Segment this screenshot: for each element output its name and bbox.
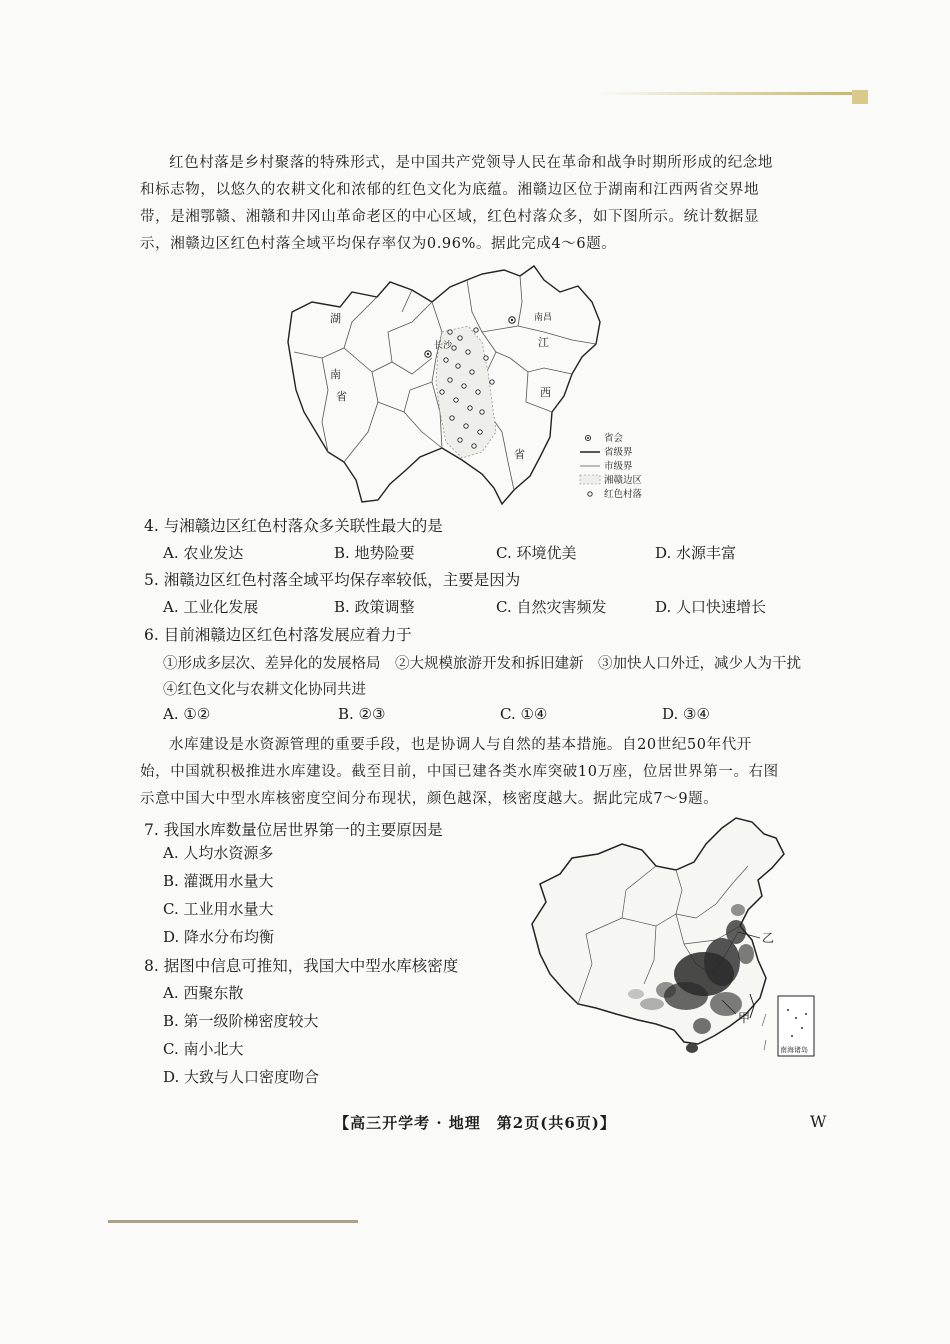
scan-edge-top [600,92,862,95]
question-4-stem: 4. 与湘赣边区红色村落众多关联性最大的是 [144,517,443,535]
map1-label-nan: 南 [330,368,341,381]
intro-paragraph-1: 红色村落是乡村聚落的特殊形式，是中国共产党领导人民在革命和战争时期所形成的纪念地和标志物，以悠久的农耕文化和浓郁的红色文化为底蕴。湘赣边区位于湖南和江西两省交界地带，是湘鄂赣、湘赣和井冈山革命老区的中心区域，红色村落众多，如下图所示。统计数据显示，湘赣边区红色村落全域平均保存率仅为0.96%。据此完成4～6题。 [140,155,773,252]
q5-option-d[interactable]: D. 人口快速增长 [655,598,767,616]
q5-option-b[interactable]: B. 政策调整 [334,598,415,616]
q6-option-c[interactable]: C. ①④ [500,705,548,723]
q6-option-d[interactable]: D. ③④ [662,705,710,723]
q7-option-a[interactable]: A. 人均水资源多 [163,844,274,862]
map1-label-sheng-right: 省 [514,448,525,461]
q7-option-c[interactable]: C. 工业用水量大 [163,900,274,918]
q4-option-c[interactable]: C. 环境优美 [496,544,577,562]
intro-paragraph-2: 水库建设是水资源管理的重要手段，也是协调人与自然的基本措施。自20世纪50年代开始，中国就积极推进水库建设。截至目前，中国已建各类水库突破10万座，位居世界第一。右图示意中国大中型水库核密度空间分布现状，颜色越深，核密度越大。据此完成7～9题。 [140,737,779,807]
q7-option-b[interactable]: B. 灌溉用水量大 [163,872,274,890]
page-footer: 【高三开学考 · 地理 第2页(共6页)】 [334,1114,616,1132]
xiang-gan-border-map [282,262,674,508]
q8-option-c[interactable]: C. 南小北大 [163,1040,244,1058]
scan-tab [852,90,868,104]
question-7-stem: 7. 我国水库数量位居世界第一的主要原因是 [144,821,443,839]
q6-option-a[interactable]: A. ①② [163,705,211,723]
south-china-sea-inset [778,996,814,1056]
hainan-shape [686,1043,698,1053]
q7-option-d[interactable]: D. 降水分布均衡 [163,928,275,946]
q5-option-a[interactable]: A. 工业化发展 [163,598,259,616]
map1-label-nanchang: 南昌 [534,313,553,323]
map2-label-jia: 甲 [738,1011,751,1025]
q4-option-a[interactable]: A. 农业发达 [163,544,244,562]
question-5-stem: 5. 湘赣边区红色村落全域平均保存率较低，主要是因为 [144,571,521,589]
scan-edge-bottom [108,1220,358,1223]
q8-option-a[interactable]: A. 西聚东散 [163,984,244,1002]
map2-label-yi: 乙 [762,931,775,945]
map2-inset-label: 南海诸岛 [780,1046,808,1054]
q6-items-line-2: ④红色文化与农耕文化协同共进 [163,682,366,698]
question-8-stem: 8. 据图中信息可推知，我国大中型水库核密度 [144,957,459,975]
q8-option-d[interactable]: D. 大致与人口密度吻合 [163,1068,320,1086]
legend-red-village: 红色村落 [604,489,643,500]
map1-label-jiang: 江 [538,336,549,349]
q6-items-line-1: ①形成多层次、差异化的发展格局 ②大规模旅游开发和拆旧建新 ③加快人口外迁，减少人为干扰 [163,656,801,672]
legend-province-border: 省级界 [604,447,633,458]
legend-city-border: 市级界 [604,461,633,472]
q6-option-b[interactable]: B. ②③ [338,705,386,723]
map1-legend [580,432,643,500]
map1-label-hu: 湖 [330,312,341,325]
map1-label-changsha: 长沙 [434,341,453,351]
question-6-stem: 6. 目前湘赣边区红色村落发展应着力于 [144,626,412,644]
china-reservoir-density-map [526,814,818,1064]
map1-label-sheng-left: 省 [336,390,347,403]
legend-border-region: 湘赣边区 [604,475,643,486]
corner-mark: W [810,1112,827,1131]
map1-label-xi: 西 [540,386,551,399]
q4-option-d[interactable]: D. 水源丰富 [655,544,737,562]
q5-option-c[interactable]: C. 自然灾害频发 [496,598,607,616]
q4-option-b[interactable]: B. 地势险要 [334,544,415,562]
legend-capital: 省会 [604,433,624,444]
q8-option-b[interactable]: B. 第一级阶梯密度较大 [163,1012,319,1030]
